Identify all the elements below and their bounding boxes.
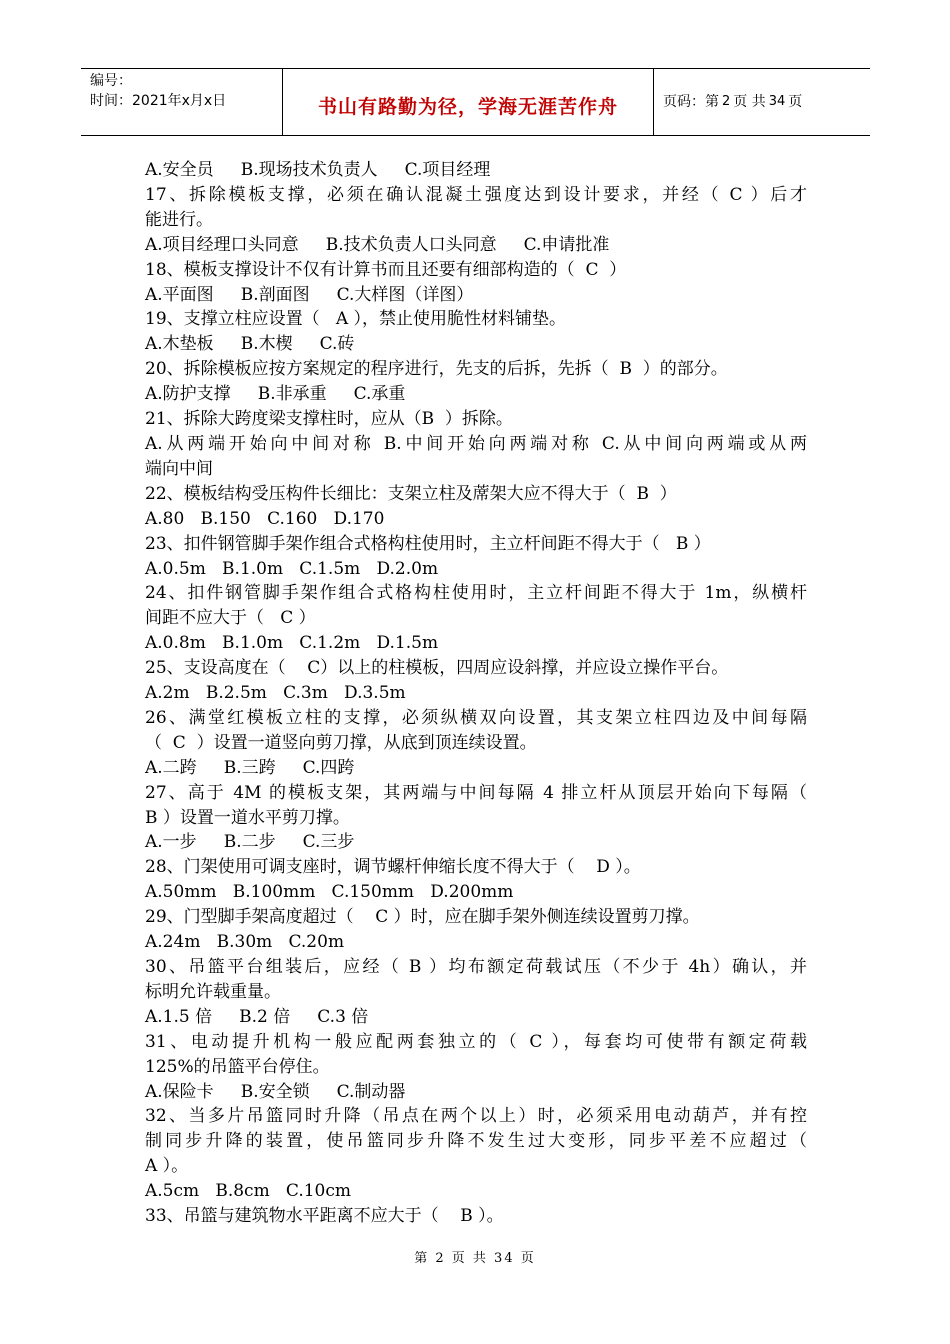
text-line: A.80 B.150 C.160 D.170: [145, 508, 385, 529]
page-prefix: 页码：第: [663, 94, 719, 110]
text-line: 制同步升降的装置，使吊篮同步升降不发生过大变形，同步平差不应超过（: [145, 1131, 807, 1152]
text-line: A ）。: [145, 1156, 189, 1177]
page-current: 2: [722, 93, 731, 109]
text-line: 30、吊篮平台组装后，应经（ B ）均布额定荷载试压（不少于 4h）确认，并: [145, 957, 807, 977]
text-line: 24、扣件钢管脚手架作组合式格构柱使用时，主立杆间距不得大于 1m，纵横杆: [145, 583, 807, 604]
text-line: 125%的吊篮平台停住。: [145, 1056, 330, 1077]
text-line: 23、扣件钢管脚手架作组合式格构柱使用时，主立杆间距不得大于（ B ）: [145, 533, 711, 554]
header-info: [81, 69, 283, 135]
text-line: 22、模板结构受压构件长细比：支架立柱及蓆架大应不得大于（ B ）: [145, 483, 677, 504]
text-line: 32、当多片吊篮同时升降（吊点在两个以上）时，必须采用电动葫芦，并有控: [145, 1106, 807, 1127]
text-line: 31、电动提升机构一般应配两套独立的（ C ），每套均可使带有额定荷载: [145, 1031, 807, 1052]
text-line: A.1.5 倍 B.2 倍 C.3 倍: [145, 1006, 369, 1027]
text-line: A.项目经理口头同意 B.技术负责人口头同意 C.申请批准: [145, 234, 610, 255]
text-line: 端向中间: [145, 458, 213, 479]
text-line: 26、满堂红模板立柱的支撑，必须纵横双向设置，其支架立柱四边及中间每隔: [145, 707, 807, 728]
text-line: 29、门型脚手架高度超过（ C ）时，应在脚手架外侧连续设置剪刀撑。: [145, 907, 700, 928]
document-time-label: 时间：2021年x月x日: [90, 93, 227, 109]
header-page-info: [654, 69, 870, 135]
text-line: B ）设置一道水平剪刀撑。: [145, 807, 350, 828]
text-line: A.24m B.30m C.20m: [145, 932, 345, 953]
text-line: A.50mm B.100mm C.150mm D.200mm: [145, 882, 514, 903]
text-line: 18、模板支撑设计不仅有计算书而且还要有细部构造的（ C ）: [145, 259, 627, 280]
text-line: 25、支设高度在（ C）以上的柱模板，四周应设斜撑，并应设立操作平台。: [145, 658, 729, 679]
text-line: A.一步 B.二步 C.三步: [145, 832, 355, 853]
text-line: A.从两端开始向中间对称 B.中间开始向两端对称 C.从中间向两端或从两: [145, 433, 807, 454]
text-line: 间距不应大于（ C ）: [145, 608, 316, 629]
text-line: 17、拆除模板支撑，必须在确认混凝土强度达到设计要求，并经（ C ）后才: [145, 184, 807, 205]
text-line: A.0.8m B.1.0m C.1.2m D.1.5m: [145, 633, 439, 654]
text-line: （ C ）设置一道竖向剪刀撑，从底到顶连续设置。: [145, 732, 537, 753]
text-line: A.二跨 B.三跨 C.四跨: [145, 757, 355, 778]
document-body: [145, 158, 807, 1229]
text-line: A.安全员 B.现场技术负责人 C.项目经理: [145, 160, 491, 180]
text-line: 27、高于 4M 的模板支架，其两端与中间每隔 4 排立杆从顶层开始向下每隔（: [145, 782, 807, 803]
page-footer: 第 2 页 共 34 页: [414, 1251, 536, 1266]
text-line: 20、拆除模板应按方案规定的程序进行，先支的后拆，先拆（ B ）的部分。: [145, 359, 728, 380]
text-line: 标明允许载重量。: [145, 981, 281, 1002]
text-line: 19、支撑立柱应设置（ A ），禁止使用脆性材料铺垫。: [145, 309, 567, 330]
page-header: [81, 68, 870, 136]
text-line: 21、拆除大跨度梁支撑柱时，应从（B ）拆除。: [145, 409, 513, 430]
text-line: A.2m B.2.5m C.3m D.3.5m: [145, 683, 406, 704]
page-suffix: 页: [788, 94, 803, 110]
text-line: A.保险卡 B.安全锁 C.制动器: [145, 1081, 406, 1102]
page-mid: 页 共: [733, 94, 766, 110]
text-line: A.木垫板 B.木楔 C.砖: [145, 334, 355, 355]
text-line: A.5cm B.8cm C.10cm: [145, 1181, 351, 1202]
text-line: A.0.5m B.1.0m C.1.5m D.2.0m: [145, 558, 439, 579]
text-line: A.防护支撑 B.非承重 C.承重: [145, 384, 406, 405]
text-line: 33、吊篮与建筑物水平距离不应大于（ B ）。: [145, 1206, 504, 1227]
text-line: 能进行。: [145, 209, 213, 230]
text-line: 28、门架使用可调支座时，调节螺杆伸缩长度不得大于（ D ）。: [145, 857, 641, 878]
page-total: 34: [768, 93, 786, 109]
document-number-label: 编号：: [90, 73, 132, 89]
text-line: A.平面图 B.剖面图 C.大样图（详图）: [145, 284, 474, 305]
header-motto: 书山有路勤为径，学海无涯苦作舟: [283, 69, 654, 135]
